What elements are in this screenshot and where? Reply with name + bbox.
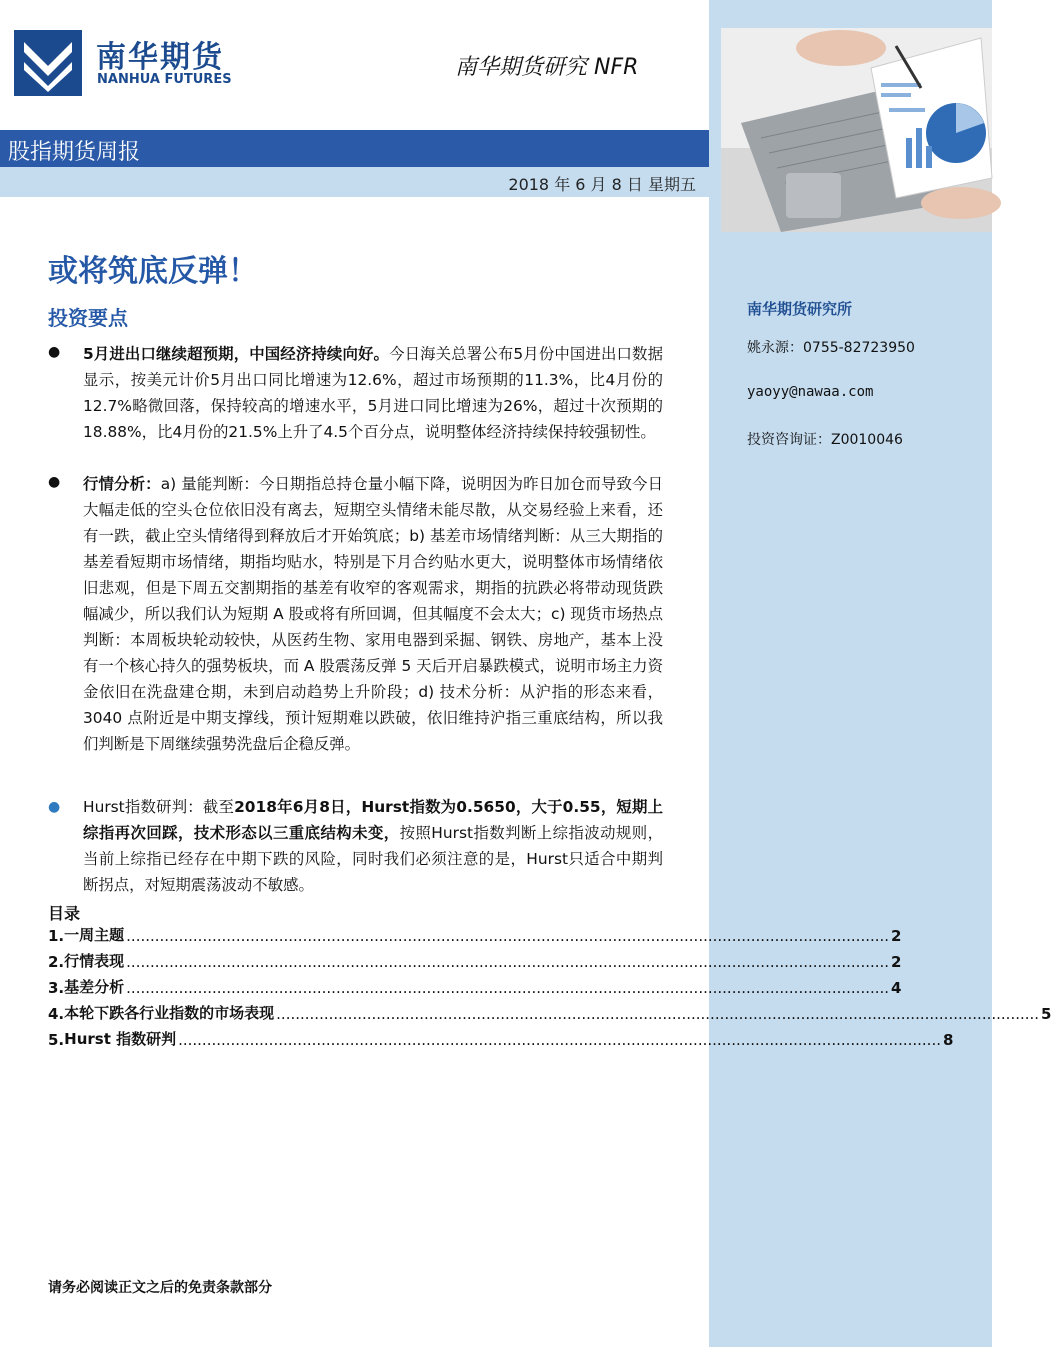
key-point-2 [83,471,663,757]
toc-item[interactable] [48,1003,1051,1023]
toc-item-page: 2 [891,927,902,945]
toc-item-label[interactable]: 一周主题 [64,926,125,944]
toc-title: 目录 [48,904,81,923]
section-title: 投资要点 [48,306,128,330]
analyst-license: 投资咨询证：Z0010046 [747,432,903,448]
disclaimer-footer: 请务必阅读正文之后的免责条款部分 [48,1280,272,1296]
toc-item-num: 2. [48,953,65,971]
toc-item-num: 3. [48,979,65,997]
analyst-email[interactable]: yaoyy@nawaa.com [747,384,874,400]
key-point-1-bold: 5月进出口继续超预期，中国经济持续向好。 [83,345,390,363]
toc-item-page: 8 [942,1031,954,1049]
report-date: 2018 年 6 月 8 日 星期五 [508,175,696,194]
key-point-2-text: a) 量能判断：今日期指总持仓量小幅下降，说明因为昨日加仓而导致今日大幅走低的空头仓位依旧没有离去，短期空头情绪未能尽散，从交易经验上来看，还有一跌，截止空头情绪得到释放后才开始筑底；b) 基差市场情绪判断：从三大期指的基差看短期市场情绪，期指均贴水，特别是下月合约贴水更大，说明整体市场情绪依旧悲观，但是下周五交割期指的基差有收窄的客观需求，期指的抗跌必将带动现货跌幅减少，所以我们认为短期 A 股或将有所回调，但其幅度不会太大；c) 现货市场热点判断：本周板块轮动较快，从医药生物、家用电器到采掘、钢铁、房地产，基本上没有一个核心持久的强势板块，而 A 股震荡反弹 5 天后开启暴跌模式，说明市场主力资金依旧在洗盘建仓期，未到启动趋势上升阶段；d) 技术分析：从沪指的形态来看，3040 点附近是中期支撑线，预计短期难以跌破，依旧维持沪指三重底结构，所以我们判断是下周继续强势洗盘后企稳反弹。 [83,475,663,753]
toc-leader-dots: ................................................................................................................................................................ [126,979,890,997]
toc-leader-dots: ................................................................................................................................................................ [126,927,890,945]
key-point-3 [83,794,663,898]
cover-photo [721,28,992,232]
bullet-icon: ● [48,799,61,815]
nanhua-logo-icon [14,30,82,96]
toc-item-page: 4 [891,979,902,997]
key-point-2-bold: 行情分析： [83,475,161,493]
toc-item-num: 5. [48,1031,65,1049]
toc-leader-dots: ................................................................................................................................................................ [126,953,890,971]
toc-item-label[interactable]: 本轮下跌各行业指数的市场表现 [64,1004,275,1022]
toc-item-num: 1. [48,927,65,945]
bullet-icon: ● [48,474,61,490]
toc-item-num: 4. [48,1005,65,1023]
report-title: 或将筑底反弹！ [48,254,258,289]
toc-item-page: 5 [1041,1005,1051,1023]
key-point-3-text: 按照Hurst指数判断上综指波动规则，当前上综指已经存在中期下跌的风险，同时我们必须注意的是，Hurst只适合中期判断拐点，对短期震荡波动不敏感。 [83,824,663,894]
toc-leader-dots: ................................................................................................................................................................ [178,1031,941,1049]
key-point-1 [83,341,663,445]
bullet-icon: ● [48,344,61,360]
key-point-3-lead: Hurst指数研判：截至 [83,798,235,816]
toc-item[interactable] [48,1029,954,1049]
toc-item-label[interactable]: 行情表现 [64,952,125,970]
brand-name-en: NANHUA FUTURES [97,72,232,87]
toc-item[interactable] [48,977,902,997]
report-type: 股指期货周报 [8,140,141,165]
toc-item[interactable] [48,951,902,971]
header-research-label: 南华期货研究 NFR [455,55,639,80]
toc-leader-dots: ................................................................................................................................................................ [276,1005,1040,1023]
toc-item[interactable] [48,925,902,945]
analyst-contact: 姚永源：0755-82723950 [747,340,915,356]
key-point-3-bold: 2018年6月8日，Hurst指数为0.5650，大于0.55，短期上综指再次回踩，技术形态以三重底结构未变， [83,798,663,842]
toc-item-label[interactable]: Hurst 指数研判 [64,1030,177,1048]
toc-item-page: 2 [891,953,902,971]
sidebar-org-name: 南华期货研究所 [747,300,853,318]
key-point-1-text: 今日海关总署公布5月份中国进出口数据显示，按美元计价5月出口同比增速为12.6%，超过市场预期的11.3%，比4月份的12.7%略微回落，保持较高的增速水平，5月进口同比增速为26%，超过十次预期的18.88%，比4月份的21.5%上升了4.5个百分点，说明整体经济持续保持较强韧性。 [83,345,663,441]
brand-name-cn: 南华期货 [96,40,224,75]
toc-item-label[interactable]: 基差分析 [64,978,125,996]
